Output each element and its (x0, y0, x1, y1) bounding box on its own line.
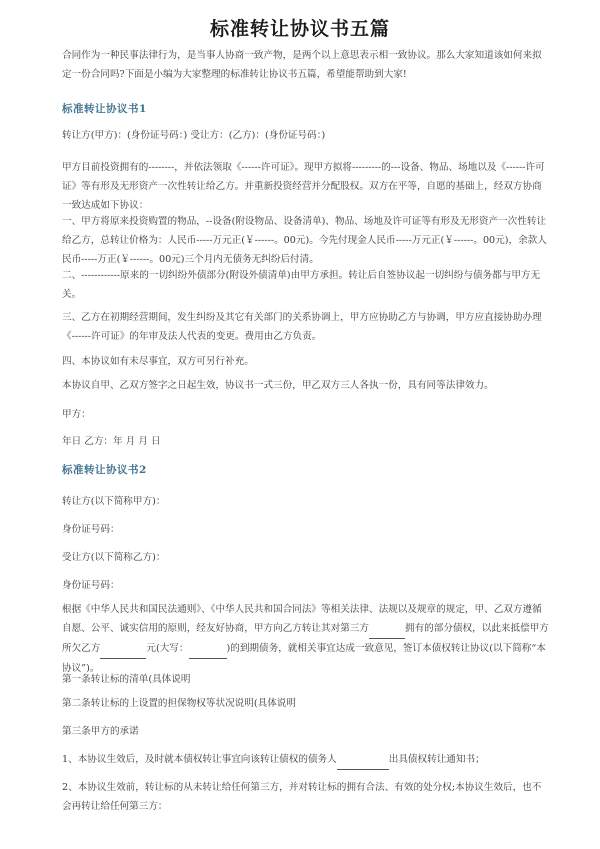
section2-p1-part-d: )的到期债务，就相关事宜达成一致意见，签订本债权转让协议(以下简称“本协议”)。 (62, 643, 546, 674)
section2-transferor-id: 身份证号码： (62, 524, 120, 535)
section2-a4-part-a: 1、本协议生效后，及时就本债权转让事宜向该转让债权的债务人 (62, 754, 337, 765)
section2-transferee: 受让方(以下简称乙方)： (62, 552, 166, 563)
intro-paragraph: 合同作为一种民事法律行为，是当事人协商一致产物，是两个以上意思表示相一致协议。那么大家知道该如何来拟定一份合同吗?下面是小编为大家整理的标准转让协议书五篇，希望能帮助到大家! (62, 50, 542, 80)
section1-paragraph-6: 本协议自甲、乙双方签字之日起生效，协议书一式三份，甲乙双方三人各执一份，具有同等法律效力。 (62, 380, 494, 391)
section2-article-2: 第二条转让标的上设置的担保物权等状况说明(具体说明 (62, 698, 296, 709)
section1-signature-date: 年日 乙方：年 月 月 日 (62, 436, 161, 447)
section2-heading: 标准转让协议书2 (62, 464, 147, 476)
section2-paragraph-1 (62, 600, 550, 678)
blank-line (100, 639, 146, 659)
section1-paragraph-2: 一、甲方将原来投资购置的物品，--设备(附设物品、设备清单)、物品、场地及许可证等有形及无形资产一次性转让给乙方，总转让价格为：人民币-----万元正(￥------。00元)。今先付现金人民币-----万元正(￥------。00元)，余款人民币-----万正(￥------。00元)三个月内无债务无纠纷后付清。 (62, 216, 547, 265)
section2-p1-part-c: 元(大写： (146, 643, 189, 654)
section1-parties: 转让方(甲方)：(身份证号码：) 受让方：(乙方)：(身份证号码：) (62, 130, 326, 141)
section2-a4-part-b: 出具债权转让通知书； (388, 754, 485, 765)
blank-line (369, 619, 405, 639)
section2-transferee-id: 身份证号码： (62, 580, 120, 591)
section2-article-3-item-2: 2、本协议生效前，转让标的从未转让给任何第三方，并对转让标的拥有合法、有效的处分权;本协议生效后，也不会再转让给任何第三方： (62, 782, 542, 812)
section1-paragraph-5: 四、本协议如有未尽事宜，双方可另行补充。 (62, 356, 254, 367)
section2-article-3-item-1 (62, 750, 550, 770)
section2-transferor: 转让方(以下简称甲方)： (62, 496, 166, 507)
document-title: 标准转让协议书五篇 (209, 18, 390, 40)
section2-article-1: 第一条转让标的清单(具体说明 (62, 674, 191, 685)
section2-p1-part-a: 根据《中华人民共和国民法通则》、《中华人民共和国合同法》等相关法律、法规以及规章的规定，甲、乙双方遵循自愿、公平、诚实信用的原则，经友好协商，甲方向乙方转让其对第三方 (62, 604, 542, 634)
section1-signature-party-a: 甲方： (62, 409, 91, 420)
section2-article-3: 第三条甲方的承诺 (62, 726, 139, 737)
blank-line (337, 750, 389, 770)
section1-heading: 标准转让协议书1 (62, 103, 147, 115)
blank-line (189, 639, 227, 659)
section1-paragraph-3: 二、------------原来的一切纠纷外债部分(附设外债清单)由甲方承担。转让后自签协议起一切纠纷与债务都与甲方无关。 (62, 270, 541, 300)
section1-paragraph-1: 甲方目前投资拥有的--------，并依法领取《------许可证》。现甲方拟将---------的---设备、物品、场地以及《------许可证》等有形及无形资产一次性转让给乙方。并重新投资经营并分配股权。双方在平等，自愿的基础上，经双方协商一致达成如下协议： (62, 162, 545, 211)
section2-p1-part-b: 拥有的部分债权，以此来抵偿甲方所欠乙方 (62, 623, 549, 654)
section1-paragraph-4: 三、乙方在初期经营期间，发生纠纷及其它有关部门的关系协调上，甲方应协助乙方与协调，甲方应直接协助办理《------许可证》的年审及法人代表的变更。费用由乙方负责。 (62, 312, 542, 342)
